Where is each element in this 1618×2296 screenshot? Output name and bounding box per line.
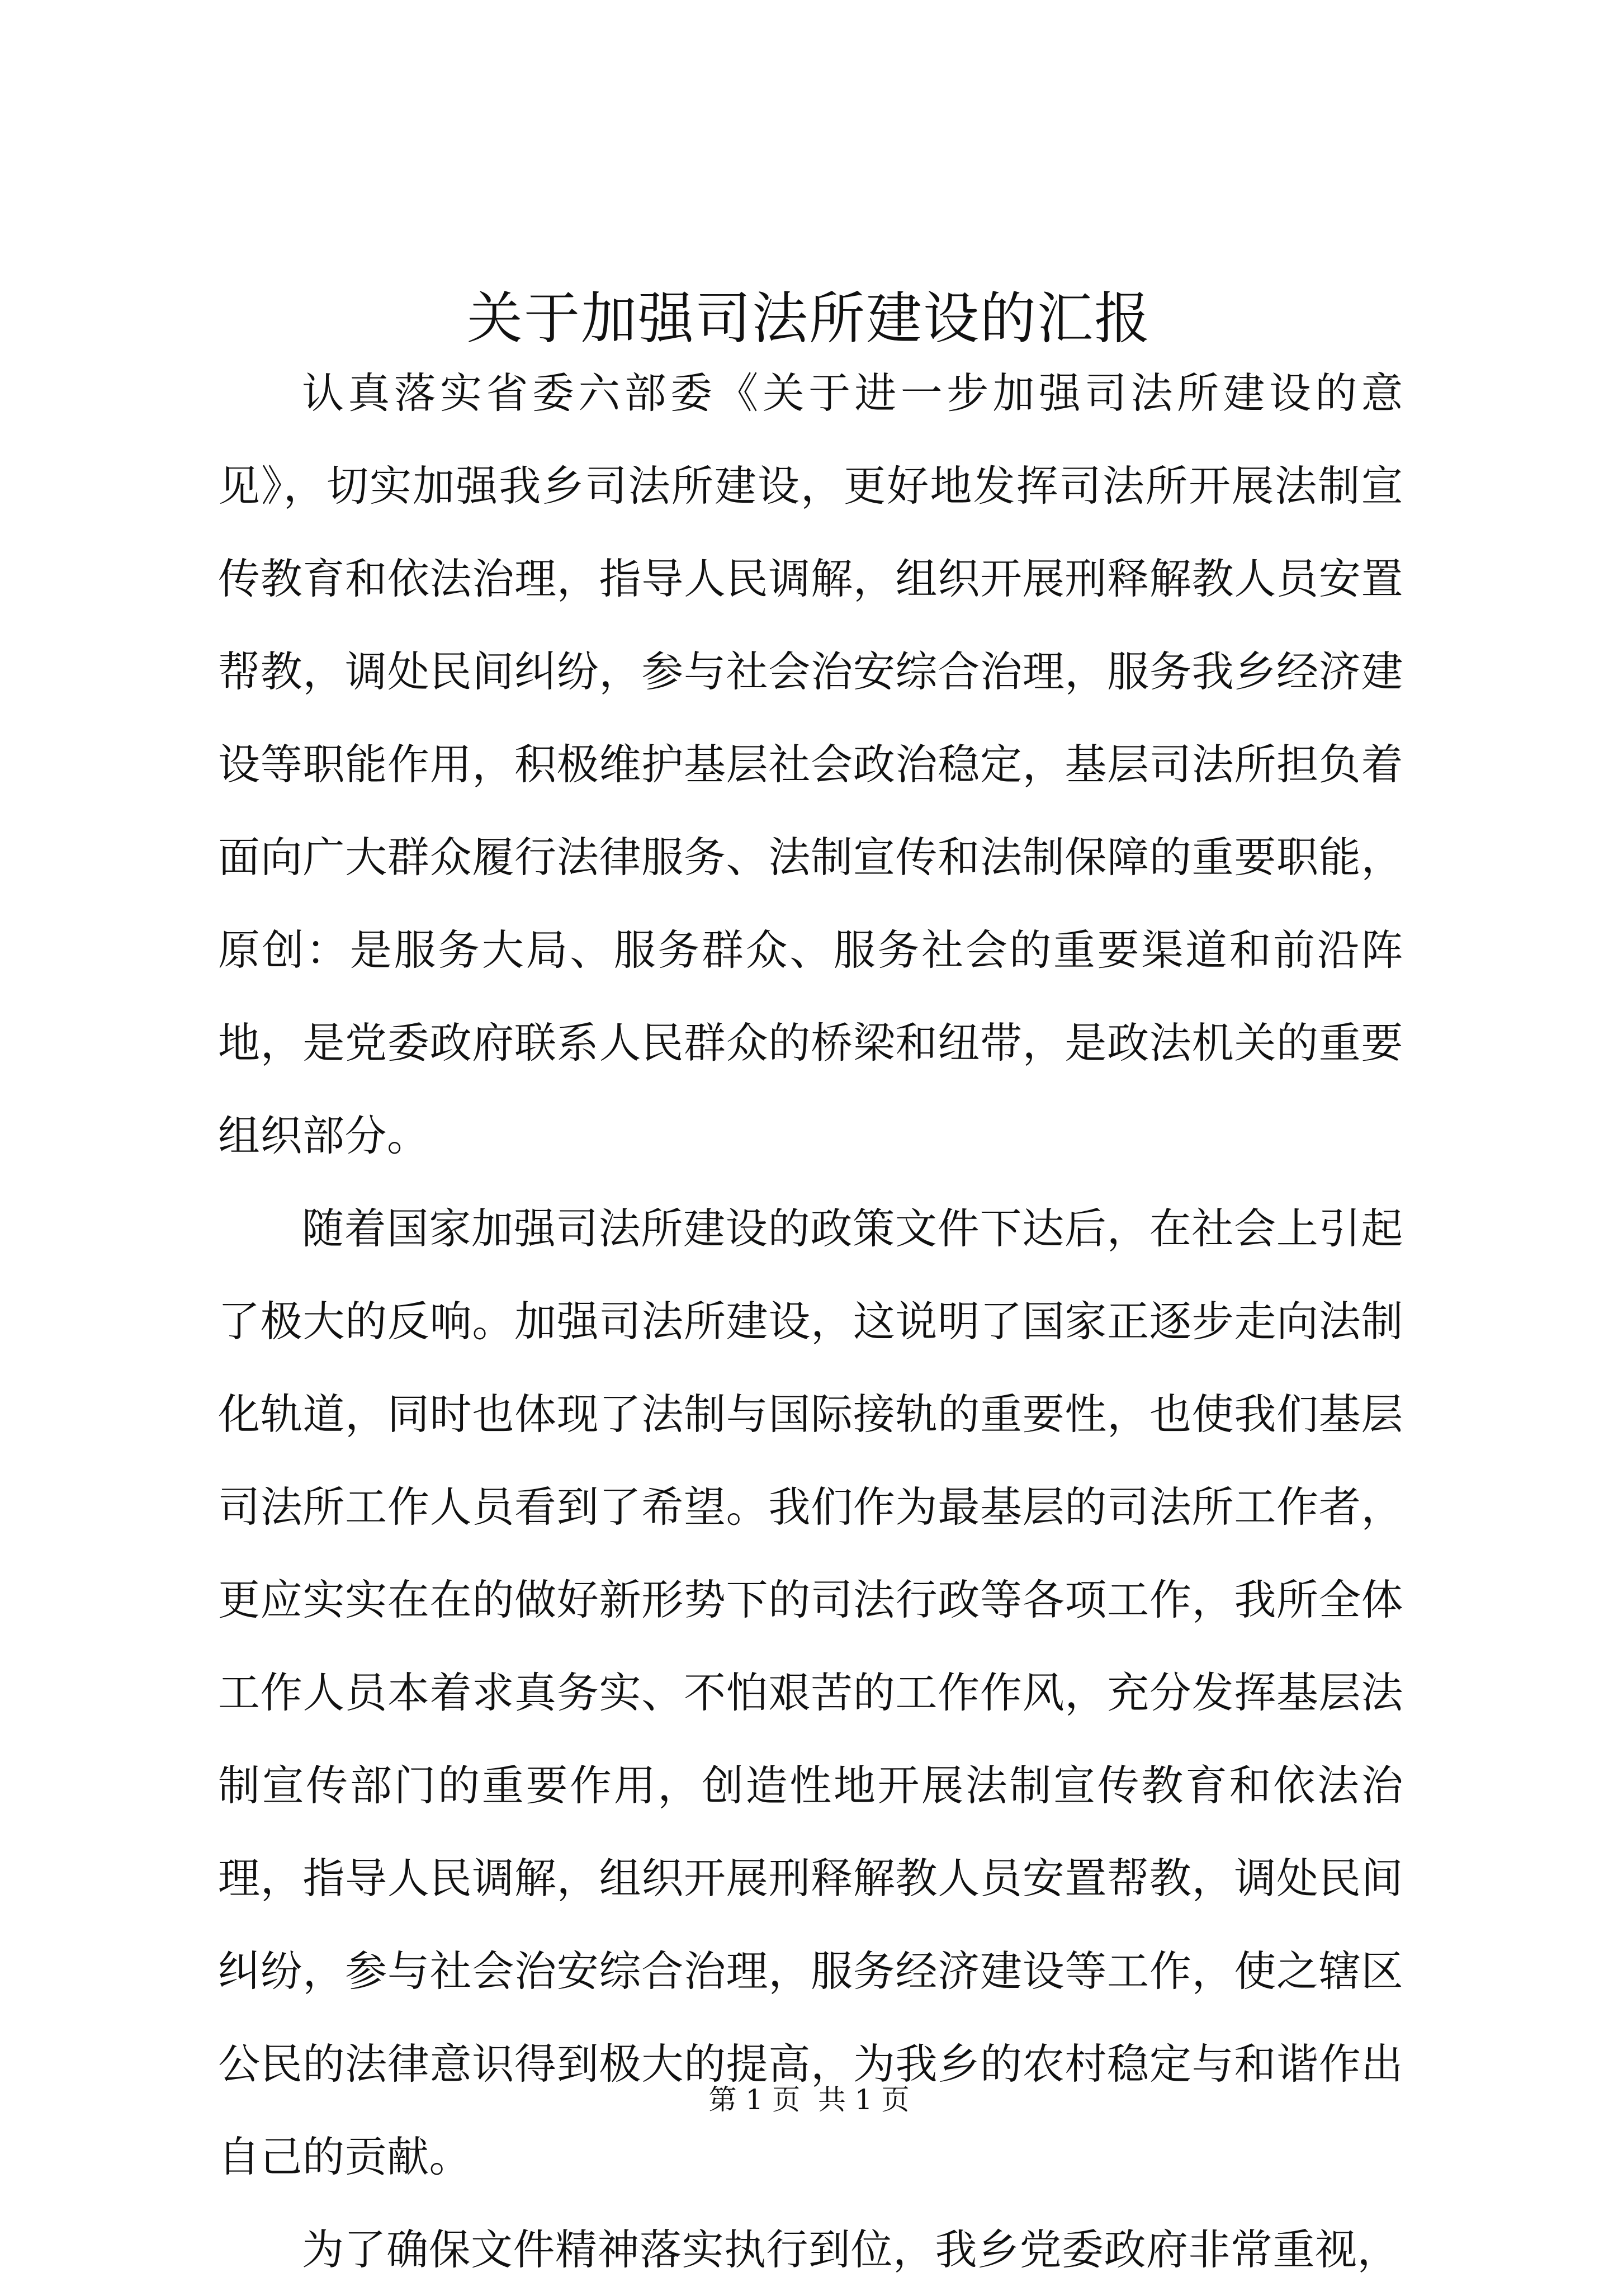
- paragraph-1: 认真落实省委六部委《关于进一步加强司法所建设的意见》，切实加强我乡司法所建设，更好地发挥司法所开展法制宣传教育和依法治理，指导人民调解，组织开展刑释解教人员安置帮教，调处民间纠纷，参与社会治安综合治理，服务我乡经济建设等职能作用，积极维护基层社会政治稳定，基层司法所担负着面向广大群众履行法律服务、法制宣传和法制保障的重要职能，原创：是服务大局、服务群众、服务社会的重要渠道和前沿阵地，是党委政府联系人民群众的桥梁和纽带，是政法机关的重要组织部分。: [218, 369, 1403, 1160]
- paragraph-2: 随着国家加强司法所建设的政策文件下达后，在社会上引起了极大的反响。加强司法所建设，这说明了国家正逐步走向法制化轨道，同时也体现了法制与国际接轨的重要性，也使我们基层司法所工作人员看到了希望。我们作为最基层的司法所工作者，更应实实在在的做好新形势下的司法行政等各项工作，我所全体工作人员本着求真务实、不怕艰苦的工作作风，充分发挥基层法制宣传部门的重要作用，创造性地开展法制宣传教育和依法治理，指导人民调解，组织开展刑释解教人员安置帮教，调处民间纠纷，参与社会治安综合治理，服务经济建设等工作，使之辖区公民的法律意识得到极大的提高，为我乡的农村稳定与和谐作出自己的贡献。: [218, 1204, 1403, 2181]
- paragraph-3: 为了确保文件精神落实执行到位，我乡党委政府非常重视，: [302, 2225, 1400, 2274]
- document-body: [218, 347, 1403, 2296]
- document-title: 关于加强司法所建设的汇报: [467, 286, 1151, 351]
- page-footer: 第 1 页 共 1 页: [708, 2084, 910, 2116]
